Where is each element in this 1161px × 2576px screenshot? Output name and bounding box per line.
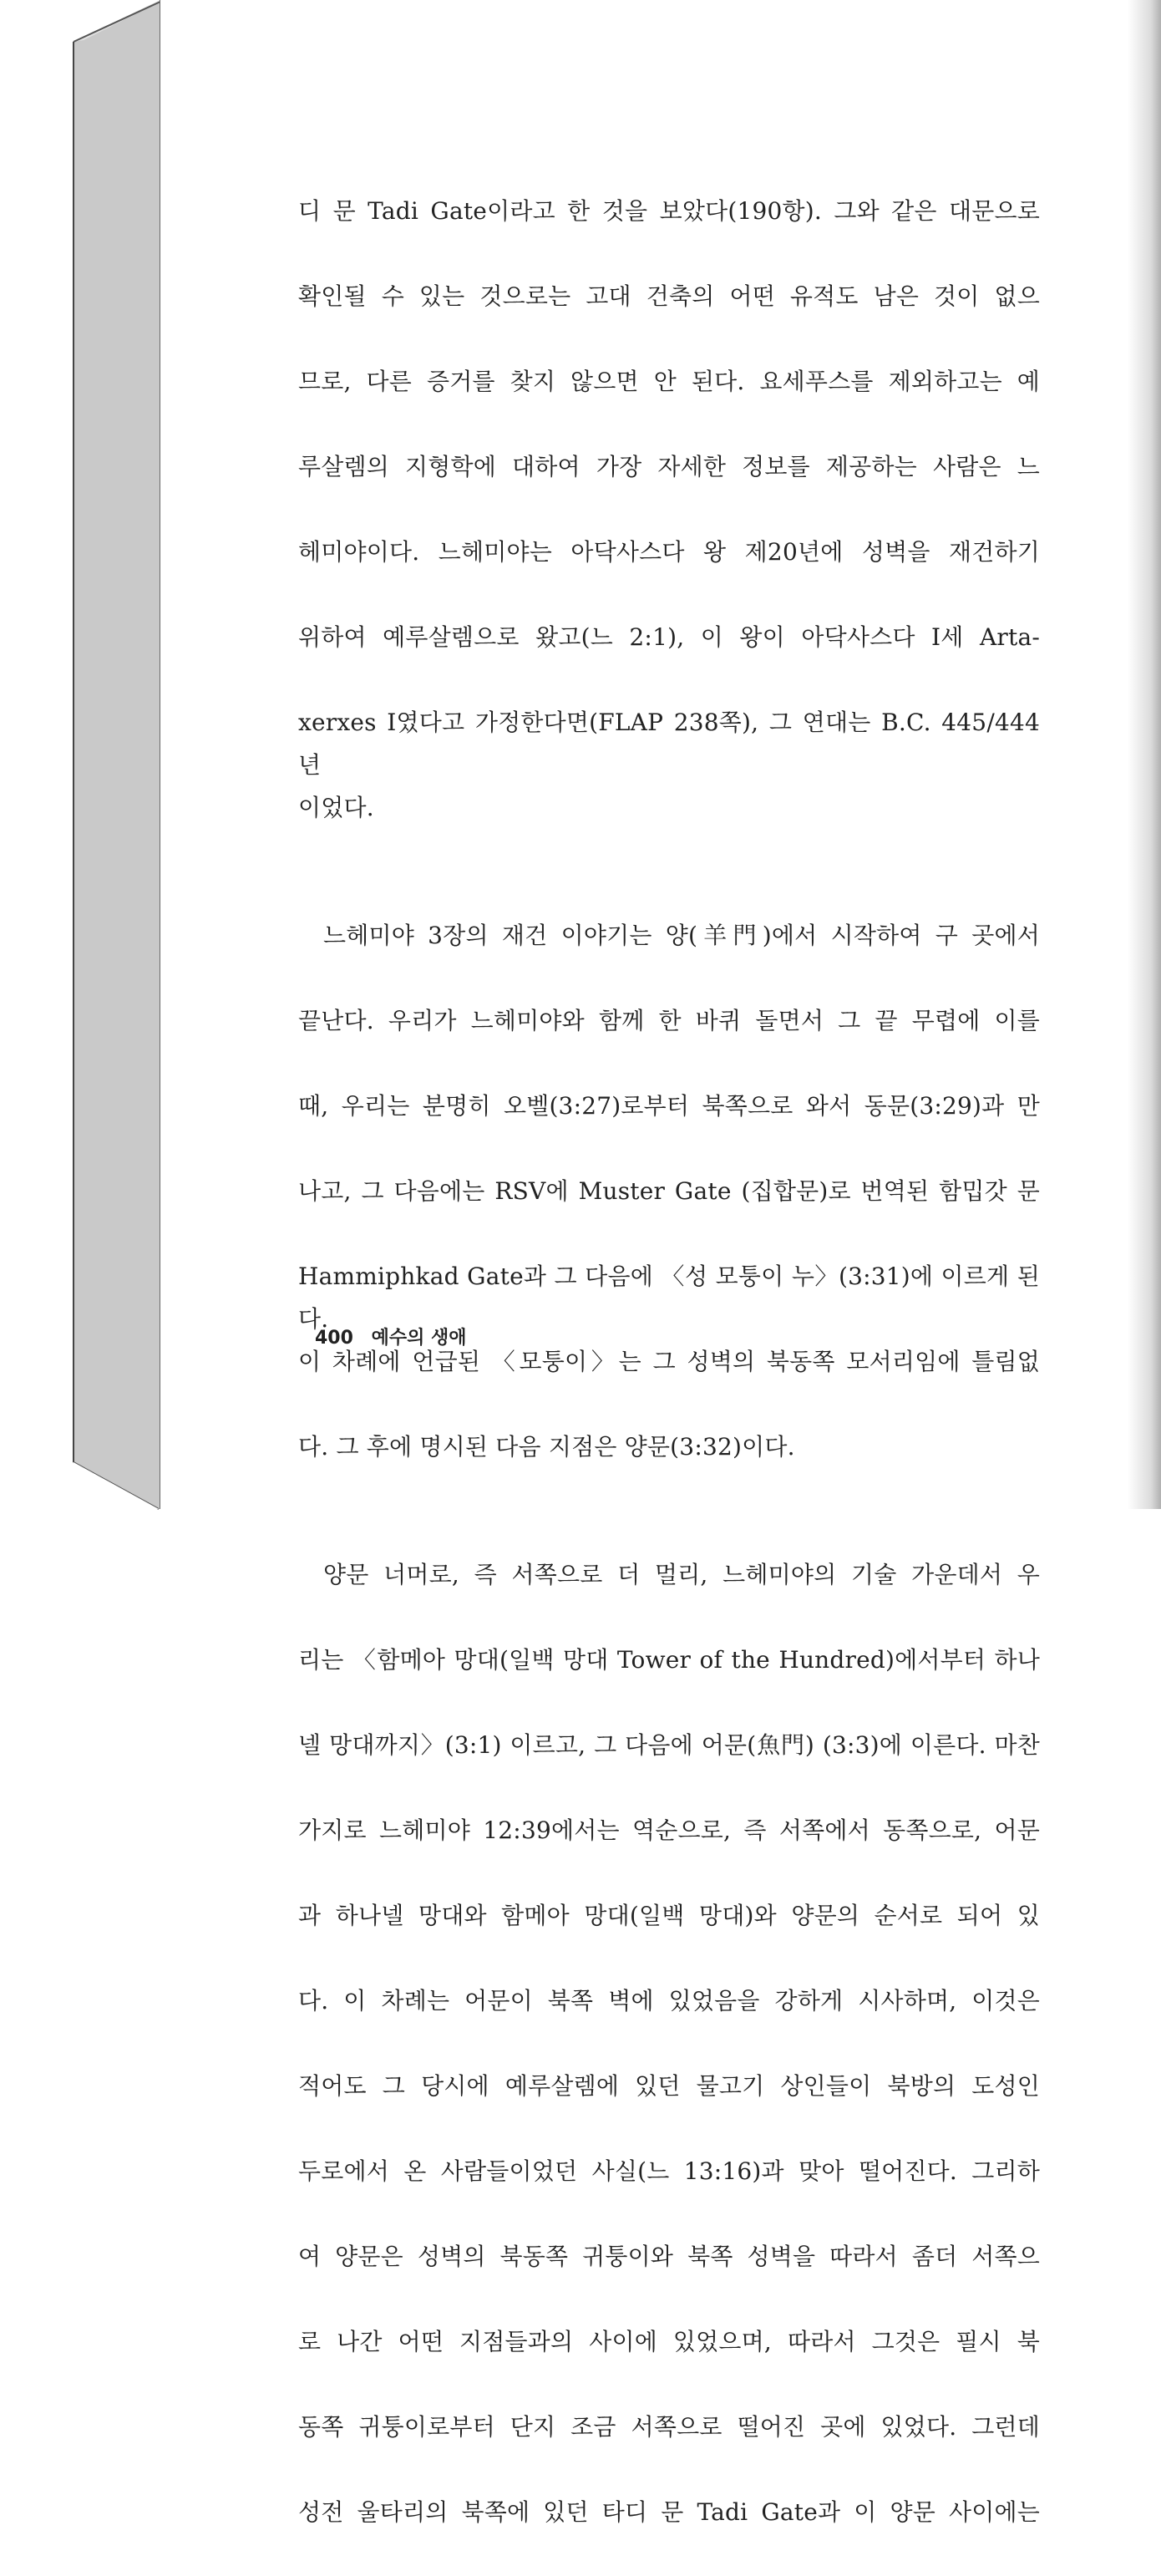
page-number: 400 xyxy=(315,1328,353,1349)
paragraph-2 xyxy=(298,871,1040,1511)
text-line: 확인될 수 있는 것으로는 고대 건축의 어떤 유적도 남은 것이 없으 xyxy=(298,282,1040,310)
text-line: 디 문 Tadi Gate이라고 한 것을 보았다(190항). 그와 같은 대문으로 xyxy=(298,197,1040,225)
page-footer xyxy=(315,1324,467,1349)
paragraph-3 xyxy=(298,1511,1040,2576)
text-line: 두로에서 온 사람들이었던 사실(느 13:16)과 맞아 떨어진다. 그리하 xyxy=(298,2157,1040,2185)
text-line: 이 차례에 언급된 〈모퉁이〉는 그 성벽의 북동쪽 모서리임에 틀림없 xyxy=(298,1348,1040,1375)
text-line: 헤미야이다. 느헤미야는 아닥사스다 왕 제20년에 성벽을 재건하기 xyxy=(298,538,1040,566)
text-line: 양문 너머로, 즉 서쪽으로 더 멀리, 느헤미야의 기술 가운데서 우 xyxy=(323,1561,1040,1588)
text-line: 이었다. xyxy=(298,794,374,821)
text-line: 로 나간 어떤 지점들과의 사이에 있었으며, 따라서 그것은 필시 북 xyxy=(298,2328,1040,2355)
text-line: 루살렘의 지형학에 대하여 가장 자세한 정보를 제공하는 사람은 느 xyxy=(298,453,1040,480)
text-line: 나고, 그 다음에는 RSV에 Muster Gate (집합문)로 번역된 함밉갓 문 xyxy=(298,1177,1040,1205)
text-line: 느헤미야 3장의 재건 이야기는 양(羊門)에서 시작하여 구 곳에서 xyxy=(323,922,1040,949)
text-line: Hammiphkad Gate과 그 다음에 〈성 모퉁이 누〉(3:31)에 이르게 된다. xyxy=(298,1263,1040,1333)
text-line: 리는 〈함메아 망대(일백 망대 Tower of the Hundred)에서부터 하나 xyxy=(298,1646,1040,1674)
book-block-side xyxy=(0,0,167,1509)
text-line: 과 하나넬 망대와 함메아 망대(일백 망대)와 양문의 순서로 되어 있 xyxy=(298,1902,1040,1929)
running-title: 예수의 생애 xyxy=(371,1328,467,1349)
text-line: 다. 그 후에 명시된 다음 지점은 양문(3:32)이다. xyxy=(298,1433,795,1461)
book-page xyxy=(160,0,1128,2526)
text-line: 넬 망대까지〉(3:1) 이르고, 그 다음에 어문(魚門) (3:3)에 이른다. 마찬 xyxy=(298,1731,1040,1759)
text-line: 동쪽 귀퉁이로부터 단지 조금 서쪽으로 떨어진 곳에 있었다. 그런데 xyxy=(298,2413,1040,2441)
text-line: 적어도 그 당시에 예루살렘에 있던 물고기 상인들이 북방의 도성인 xyxy=(298,2072,1040,2100)
text-line: 때, 우리는 분명히 오벨(3:27)로부터 북쪽으로 와서 동문(3:29)과 만 xyxy=(298,1092,1040,1120)
text-line: 끝난다. 우리가 느헤미야와 함께 한 바퀴 돌면서 그 끝 무렵에 이를 xyxy=(298,1007,1040,1034)
text-line: 다. 이 차례는 어문이 북쪽 벽에 있었음을 강하게 시사하며, 이것은 xyxy=(298,1987,1040,2015)
paragraph-1 xyxy=(298,147,1040,871)
text-line: 위하여 예루살렘으로 왔고(느 2:1), 이 왕이 아닥사스다 I세 Arta- xyxy=(298,623,1040,651)
text-line: 여 양문은 성벽의 북동쪽 귀퉁이와 북쪽 성벽을 따라서 좀더 서쪽으 xyxy=(298,2243,1040,2270)
text-line: 므로, 다른 증거를 찾지 않으면 안 된다. 요세푸스를 제외하고는 예 xyxy=(298,368,1040,395)
text-line: xerxes I였다고 가정한다면(FLAP 238쪽), 그 연대는 B.C. 445/444년 xyxy=(298,709,1040,779)
page-edge-shadow xyxy=(1128,0,1161,1509)
text-line: 가지로 느헤미야 12:39에서는 역순으로, 즉 서쪽에서 동쪽으로, 어문 xyxy=(298,1816,1040,1844)
text-line: 성전 울타리의 북쪽에 있던 타디 문 Tadi Gate과 이 양문 사이에는 xyxy=(298,2498,1040,2526)
body-text xyxy=(298,147,1040,2576)
